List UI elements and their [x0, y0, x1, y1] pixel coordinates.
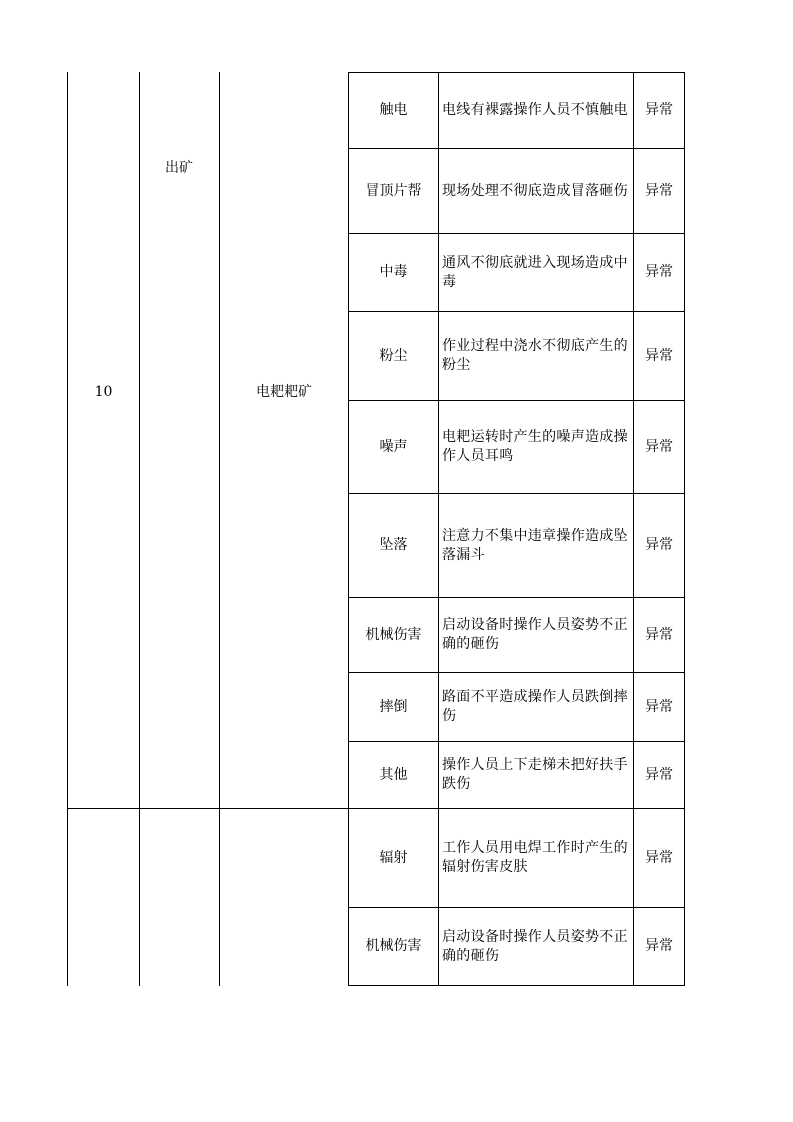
status-cell: 异常: [645, 438, 673, 455]
description-cell: [439, 234, 633, 311]
hazard-cell: 冒顶片帮: [365, 182, 422, 199]
task-name: 电耙耙矿: [256, 383, 312, 400]
status-cell: 异常: [645, 849, 673, 866]
hazard-cell: 中毒: [379, 264, 408, 280]
description-text: 注意力不集中违章操作造成坠落漏斗: [442, 527, 628, 563]
description-text: 通风不彻底就进入现场造成中毒: [442, 254, 628, 290]
description-cell: [439, 673, 633, 741]
grid-line-col2-left: [139, 72, 140, 986]
hazard-cell: 触电: [379, 102, 408, 118]
description-cell: [439, 809, 633, 907]
row-line-bottom: [348, 985, 685, 986]
description-text: 现场处理不彻底造成冒落砸伤: [442, 182, 628, 199]
section-divider-line: [67, 808, 348, 809]
hazard-cell: 粉尘: [379, 347, 408, 364]
description-cell: [439, 73, 633, 148]
status-cell: 异常: [645, 938, 673, 954]
hazard-cell: 其他: [379, 766, 408, 783]
description-cell: [439, 598, 633, 672]
grid-line-status-right: [684, 72, 685, 986]
hazard-cell: 机械伤害: [365, 938, 422, 954]
item-number: 10: [94, 383, 113, 400]
status-cell: 异常: [645, 182, 673, 199]
process-name: 出矿: [165, 160, 193, 176]
status-cell: 异常: [645, 626, 673, 643]
status-cell: 异常: [645, 264, 673, 280]
description-cell: [439, 149, 633, 233]
hazard-cell: 坠落: [379, 537, 408, 553]
grid-line-col1-left: [67, 72, 68, 986]
description-text: 操作人员上下走梯未把好扶手跌伤: [442, 757, 628, 792]
description-text: 启动设备时操作人员姿势不正确的砸伤: [442, 928, 628, 964]
hazard-cell: 机械伤害: [365, 626, 422, 643]
status-cell: 异常: [645, 698, 673, 715]
description-cell: [439, 312, 633, 400]
description-cell: [439, 494, 633, 597]
description-text: 电耙运转时产生的噪声造成操作人员耳鸣: [442, 429, 628, 464]
hazard-cell: 辐射: [379, 849, 408, 866]
hazard-cell: 噪声: [379, 438, 408, 455]
description-cell: [439, 908, 633, 985]
description-cell: [439, 742, 633, 808]
description-text: 启动设备时操作人员姿势不正确的砸伤: [442, 617, 628, 652]
hazard-cell: 摔倒: [379, 698, 408, 715]
status-cell: 异常: [645, 347, 673, 364]
description-text: 作业过程中浇水不彻底产生的粉尘: [442, 338, 628, 373]
description-text: 电线有裸露操作人员不慎触电: [442, 102, 628, 118]
status-cell: 异常: [645, 766, 673, 783]
description-text: 路面不平造成操作人员跌倒摔伤: [442, 689, 628, 724]
status-cell: 异常: [645, 537, 673, 553]
description-cell: [439, 401, 633, 493]
status-cell: 异常: [645, 102, 673, 118]
grid-line-col3-left: [219, 72, 220, 986]
description-text: 工作人员用电焊工作时产生的辐射伤害皮肤: [442, 840, 628, 875]
